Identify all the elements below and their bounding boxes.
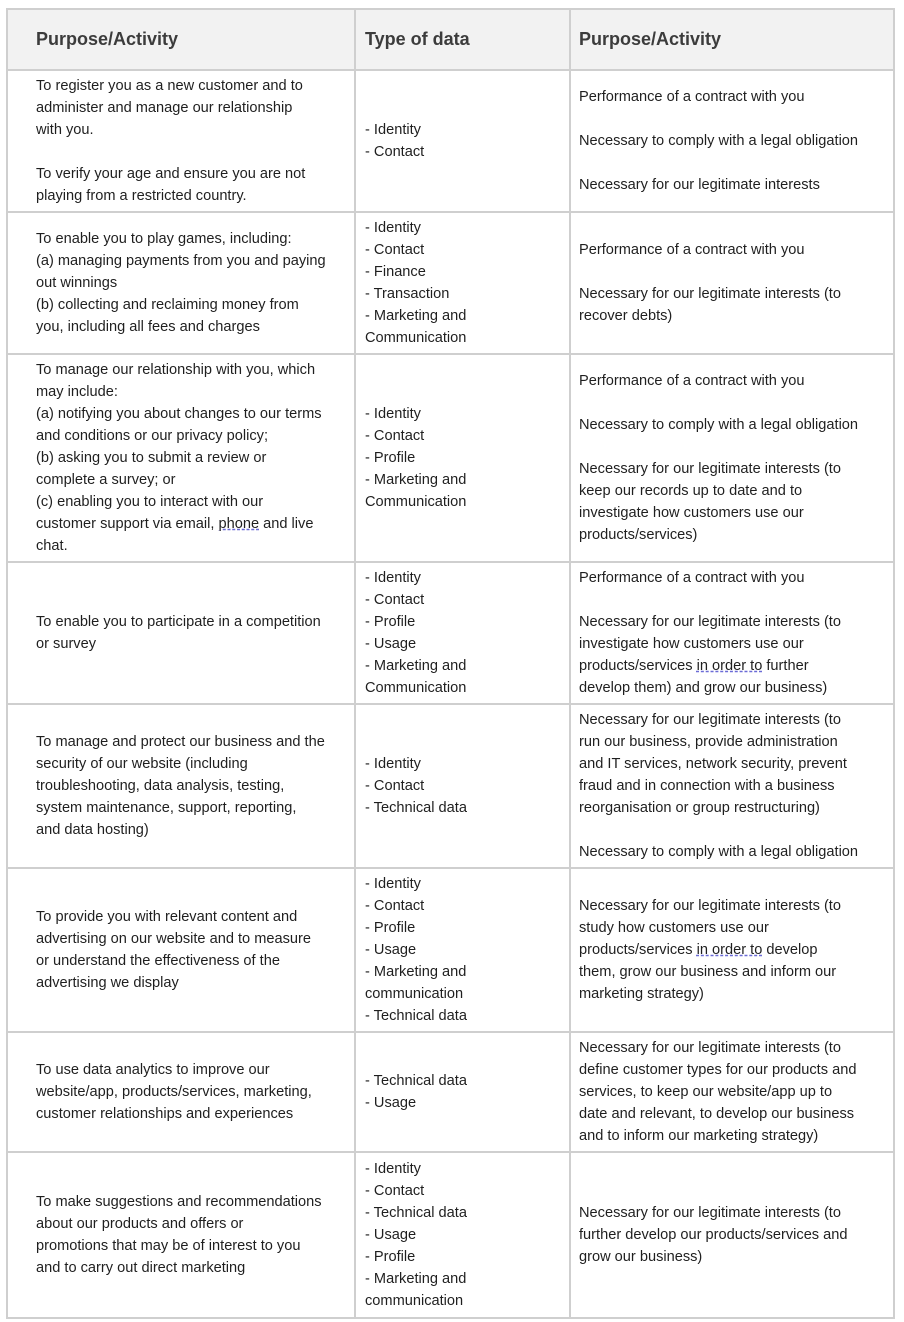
cell-text-line: Communication xyxy=(365,330,467,346)
cell-text-line: To verify your age and ensure you are not xyxy=(36,166,306,182)
cell-text-line: Communication xyxy=(365,494,467,510)
cell-text-line: Necessary for our legitimate interests (to xyxy=(579,1040,841,1056)
cell-text-line: - Profile xyxy=(365,1249,416,1265)
cell-text-line: and data hosting) xyxy=(36,822,149,838)
cell-text-line: To use data analytics to improve our xyxy=(36,1062,270,1078)
purpose-cell xyxy=(7,70,355,212)
cell-text-line: - Profile xyxy=(365,614,416,630)
data-processing-table xyxy=(6,8,895,1319)
cell-text-line: Performance of a contract with you xyxy=(579,242,805,258)
cell-text-line: Necessary for our legitimate interests (to xyxy=(579,1205,841,1221)
cell-text-line: - Identity xyxy=(365,220,421,236)
cell-text-line: and conditions or our privacy policy; xyxy=(36,428,268,444)
cell-text-line xyxy=(579,436,887,458)
cell-text-line: (b) asking you to submit a review or xyxy=(36,450,267,466)
lawful-basis-cell xyxy=(570,70,894,212)
cell-text-line: (a) managing payments from you and paying xyxy=(36,253,326,269)
cell-text-line: - Contact xyxy=(365,1183,425,1199)
cell-text-line: Necessary for our legitimate interests (to xyxy=(579,712,841,728)
cell-text-line: keep our records up to date and to xyxy=(579,483,803,499)
cell-text-line xyxy=(579,392,887,414)
cell-text-line: - Usage xyxy=(365,636,417,652)
cell-text-line xyxy=(579,819,887,841)
cell-text-line: and to carry out direct marketing xyxy=(36,1260,246,1276)
cell-text-line: complete a survey; or xyxy=(36,472,176,488)
cell-text-line: - Contact xyxy=(365,898,425,914)
cell-text-line: To make suggestions and recommendations xyxy=(36,1194,322,1210)
cell-text-line: grow our business) xyxy=(579,1249,703,1265)
cell-text-line: - Usage xyxy=(365,1227,417,1243)
cell-text-line: out winnings xyxy=(36,275,118,291)
cell-text-line: - Profile xyxy=(365,450,416,466)
header-purpose-activity: Purpose/Activity xyxy=(7,9,355,70)
cell-text-line: (b) collecting and reclaiming money from xyxy=(36,297,299,313)
cell-text-line: Necessary for our legitimate interests (to xyxy=(579,614,841,630)
cell-text-line: and IT services, network security, prevent xyxy=(579,756,847,772)
data-type-cell xyxy=(355,354,570,562)
table-row xyxy=(7,70,894,212)
lawful-basis-cell xyxy=(570,562,894,704)
cell-text-line xyxy=(579,261,887,283)
header-row xyxy=(7,9,894,70)
cell-text-line: - Identity xyxy=(365,756,421,772)
table-row xyxy=(7,1032,894,1152)
cell-text-line: administer and manage our relationship xyxy=(36,100,293,116)
cell-text-line: - Contact xyxy=(365,428,425,444)
cell-text-line: - Identity xyxy=(365,122,421,138)
cell-text-line: date and relevant, to develop our business xyxy=(579,1106,855,1122)
cell-text-line: promotions that may be of interest to you xyxy=(36,1238,301,1254)
cell-text-line: run our business, provide administration xyxy=(579,734,838,750)
cell-text-line: Necessary for our legitimate interests (to xyxy=(579,461,841,477)
data-type-cell xyxy=(355,70,570,212)
cell-text-line: investigate how customers use our xyxy=(579,636,804,652)
cell-text-line: To register you as a new customer and to xyxy=(36,78,303,94)
data-type-cell xyxy=(355,562,570,704)
cell-text-line: advertising on our website and to measure xyxy=(36,931,312,947)
cell-text-line: To manage and protect our business and the xyxy=(36,734,325,750)
table-row xyxy=(7,354,894,562)
cell-text-line: - Marketing and xyxy=(365,658,467,674)
cell-text-line: customer relationships and experiences xyxy=(36,1106,294,1122)
lawful-basis-cell xyxy=(570,1152,894,1318)
cell-text-line: or understand the effectiveness of the xyxy=(36,953,280,969)
cell-text-line: customer support via email, phone and live xyxy=(36,516,314,532)
cell-text-line: system maintenance, support, reporting, xyxy=(36,800,297,816)
cell-text-line: reorganisation or group restructuring) xyxy=(579,800,820,816)
header-lawful-basis: Purpose/Activity xyxy=(570,9,894,70)
cell-text-line: Communication xyxy=(365,680,467,696)
cell-text-line: Necessary for our legitimate interests (to xyxy=(579,286,841,302)
cell-text-line: To manage our relationship with you, which xyxy=(36,362,316,378)
purpose-cell xyxy=(7,868,355,1032)
lawful-basis-cell xyxy=(570,868,894,1032)
cell-text-line: fraud and in connection with a business xyxy=(579,778,835,794)
cell-text-line: Necessary to comply with a legal obligation xyxy=(579,133,859,149)
spellcheck-underline: in order to xyxy=(696,942,763,958)
cell-text-line: or survey xyxy=(36,636,97,652)
cell-text-line: you, including all fees and charges xyxy=(36,319,260,335)
table-row xyxy=(7,212,894,354)
cell-text-line: define customer types for our products and xyxy=(579,1062,857,1078)
lawful-basis-cell xyxy=(570,1032,894,1152)
cell-text-line: Performance of a contract with you xyxy=(579,89,805,105)
table-row xyxy=(7,1152,894,1318)
cell-text-line: playing from a restricted country. xyxy=(36,188,247,204)
cell-text-line: - Marketing and xyxy=(365,1271,467,1287)
cell-text-line xyxy=(579,589,887,611)
lawful-basis-cell xyxy=(570,212,894,354)
cell-text-line: further develop our products/services and xyxy=(579,1227,848,1243)
data-type-cell xyxy=(355,1032,570,1152)
cell-text-line: - Identity xyxy=(365,406,421,422)
cell-text-line: advertising we display xyxy=(36,975,179,991)
data-type-cell xyxy=(355,868,570,1032)
cell-text-line: about our products and offers or xyxy=(36,1216,244,1232)
cell-text-line: - Finance xyxy=(365,264,426,280)
data-type-cell xyxy=(355,212,570,354)
table-row xyxy=(7,704,894,868)
cell-text-line: website/app, products/services, marketing, xyxy=(36,1084,312,1100)
cell-text-line: Necessary to comply with a legal obligation xyxy=(579,417,859,433)
cell-text-line: - Identity xyxy=(365,1161,421,1177)
cell-text-line: - Contact xyxy=(365,778,425,794)
data-type-cell xyxy=(355,704,570,868)
cell-text-line xyxy=(36,141,348,163)
header-type-of-data: Type of data xyxy=(355,9,570,70)
cell-text-line: - Usage xyxy=(365,942,417,958)
table-row xyxy=(7,562,894,704)
cell-text-line: - Profile xyxy=(365,920,416,936)
data-type-cell xyxy=(355,1152,570,1318)
cell-text-line: - Technical data xyxy=(365,1008,467,1024)
cell-text-line: communication xyxy=(365,1293,464,1309)
cell-text-line: Performance of a contract with you xyxy=(579,373,805,389)
cell-text-line: - Marketing and xyxy=(365,308,467,324)
purpose-cell xyxy=(7,704,355,868)
cell-text-line: - Technical data xyxy=(365,800,467,816)
lawful-basis-cell xyxy=(570,704,894,868)
cell-text-line: security of our website (including xyxy=(36,756,248,772)
cell-text-line: - Usage xyxy=(365,1095,417,1111)
cell-text-line: (a) notifying you about changes to our terms xyxy=(36,406,322,422)
cell-text-line: products/services in order to develop xyxy=(579,942,818,958)
cell-text-line: - Identity xyxy=(365,876,421,892)
cell-text-line: (c) enabling you to interact with our xyxy=(36,494,264,510)
spellcheck-underline: phone xyxy=(218,516,260,532)
cell-text-line: recover debts) xyxy=(579,308,673,324)
spellcheck-underline: in order to xyxy=(696,658,763,674)
cell-text-line: - Technical data xyxy=(365,1205,467,1221)
table-row xyxy=(7,868,894,1032)
cell-text-line: - Contact xyxy=(365,592,425,608)
cell-text-line xyxy=(579,152,887,174)
cell-text-line: - Technical data xyxy=(365,1073,467,1089)
cell-text-line: investigate how customers use our xyxy=(579,505,804,521)
cell-text-line: study how customers use our xyxy=(579,920,769,936)
cell-text-line: Necessary for our legitimate interests xyxy=(579,177,820,193)
cell-text-line: - Transaction xyxy=(365,286,450,302)
cell-text-line: marketing strategy) xyxy=(579,986,704,1002)
cell-text-line: services, to keep our website/app up to xyxy=(579,1084,833,1100)
cell-text-line: - Contact xyxy=(365,242,425,258)
cell-text-line: products/services) xyxy=(579,527,698,543)
purpose-cell xyxy=(7,1152,355,1318)
cell-text-line: troubleshooting, data analysis, testing, xyxy=(36,778,285,794)
cell-text-line: To enable you to play games, including: xyxy=(36,231,292,247)
lawful-basis-cell xyxy=(570,354,894,562)
cell-text-line: - Identity xyxy=(365,570,421,586)
cell-text-line: Necessary to comply with a legal obligation xyxy=(579,844,859,860)
cell-text-line: Necessary for our legitimate interests (to xyxy=(579,898,841,914)
cell-text-line: communication xyxy=(365,986,464,1002)
cell-text-line xyxy=(579,108,887,130)
cell-text-line: - Marketing and xyxy=(365,472,467,488)
cell-text-line: may include: xyxy=(36,384,118,400)
cell-text-line: To enable you to participate in a competition xyxy=(36,614,321,630)
cell-text-line: develop them) and grow our business) xyxy=(579,680,828,696)
cell-text-line: Performance of a contract with you xyxy=(579,570,805,586)
cell-text-line: To provide you with relevant content and xyxy=(36,909,298,925)
cell-text-line: - Marketing and xyxy=(365,964,467,980)
purpose-cell xyxy=(7,212,355,354)
cell-text-line: - Contact xyxy=(365,144,425,160)
purpose-cell xyxy=(7,354,355,562)
purpose-cell xyxy=(7,562,355,704)
purpose-cell xyxy=(7,1032,355,1152)
cell-text-line: chat. xyxy=(36,538,68,554)
cell-text-line: with you. xyxy=(36,122,94,138)
cell-text-line: and to inform our marketing strategy) xyxy=(579,1128,819,1144)
cell-text-line: products/services in order to further xyxy=(579,658,809,674)
cell-text-line: them, grow our business and inform our xyxy=(579,964,837,980)
